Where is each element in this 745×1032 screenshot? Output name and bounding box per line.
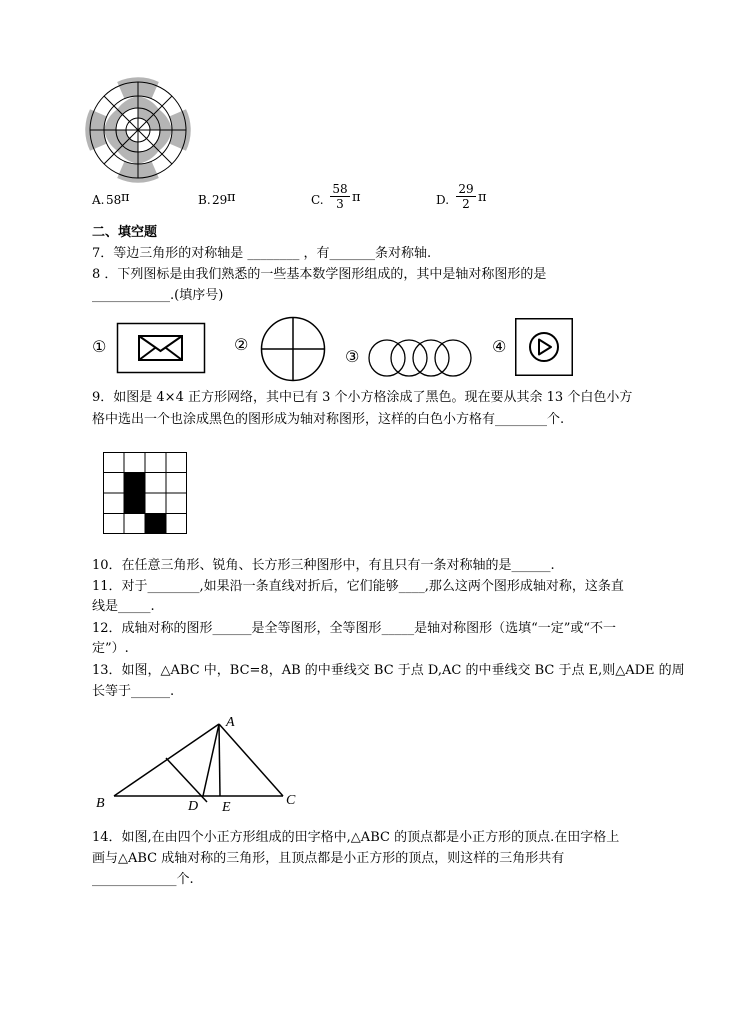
label-b: B xyxy=(96,796,105,811)
q12-text-a: 12．成轴对称的图形 xyxy=(92,621,213,636)
q10-text: 10．在任意三角形、锐角、长方形三种图形中，有且只有一条对称轴的是 xyxy=(92,558,512,573)
label-a: A xyxy=(226,715,235,730)
four-rings-icon xyxy=(368,338,472,378)
q11-text-d: 线是 xyxy=(92,599,119,614)
q12-blank-1: ______ xyxy=(212,621,252,636)
q11-text-e: . xyxy=(150,599,155,614)
q11-text-a: 11．对于 xyxy=(92,579,148,594)
q14-tail: 个. xyxy=(176,872,194,887)
option-c-numerator: 58 xyxy=(330,182,350,197)
label-c: C xyxy=(286,793,296,808)
q13-line-1: 13．如图，△ABC 中，BC=8，AB 的中垂线交 BC 于点 D,AC 的中垂线交 BC 于点 E,则△ADE 的周 xyxy=(92,663,685,678)
q9-text-b: 个. xyxy=(547,412,565,427)
q9-text-a: 格中选出一个也涂成黑色的图形成为轴对称图形，这样的白色小方格有 xyxy=(92,412,496,427)
envelope-icon xyxy=(117,323,205,373)
q13-line-2 xyxy=(92,683,174,700)
option-b-label: B. xyxy=(198,193,211,207)
target-figure-icon xyxy=(88,80,188,180)
q11-blank-2: ____ xyxy=(398,579,425,594)
q13-text-a: 长等于 xyxy=(92,684,132,699)
option-c-fraction xyxy=(330,182,350,211)
q10-tail: . xyxy=(550,558,555,573)
option-d-label: D. xyxy=(436,193,450,207)
q8-label-1: ① xyxy=(92,337,107,356)
question-7 xyxy=(92,245,431,262)
option-b-pi: π xyxy=(227,190,236,205)
grid-4x4-figure xyxy=(103,452,187,534)
option-d-denominator: 2 xyxy=(462,197,470,211)
q7-text-c: 条对称轴. xyxy=(375,246,432,261)
label-e: E xyxy=(222,800,231,815)
option-c-label: C. xyxy=(311,193,324,207)
q8-line-2 xyxy=(92,287,223,304)
q9-line-2 xyxy=(92,411,564,428)
q9-blank: ________ xyxy=(495,412,548,427)
q12-blank-2: _____ xyxy=(381,621,415,636)
q13-text-b: . xyxy=(170,684,175,699)
q14-blank: _____________ xyxy=(92,872,177,887)
option-a-pi: π xyxy=(121,190,130,205)
q14-line-3 xyxy=(92,871,194,888)
q11-blank-3: _____ xyxy=(118,599,151,614)
option-c-pi: π xyxy=(352,190,361,205)
q14-line-2: 画与△ABC 成轴对称的三角形，且顶点都是小正方形的顶点，则这样的三角形共有 xyxy=(92,851,565,866)
label-d: D xyxy=(188,799,199,814)
q7-text-a: 7．等边三角形的对称轴是 xyxy=(92,246,248,261)
option-c-denominator: 3 xyxy=(336,197,344,211)
q8-label-4: ④ xyxy=(492,337,507,356)
option-d-fraction xyxy=(456,182,476,211)
question-10 xyxy=(92,557,555,574)
q8-line-1: 8 ．下列图标是由我们熟悉的一些基本数学图形组成的，其中是轴对称图形的是 xyxy=(92,267,547,282)
q11-line-1 xyxy=(92,578,624,595)
q13-blank: ______ xyxy=(131,684,171,699)
q8-blank: ____________ xyxy=(92,288,170,303)
q11-blank-1: ________ xyxy=(147,579,200,594)
q7-blank-1: ________ xyxy=(247,246,300,261)
q12-text-c: 是轴对称图形（选填“一定”或“不一 xyxy=(414,621,617,636)
q8-label-3: ③ xyxy=(345,347,360,366)
q8-label-2: ② xyxy=(234,335,249,354)
circle-cross-icon xyxy=(260,316,326,382)
q11-line-2 xyxy=(92,598,155,615)
option-d-pi: π xyxy=(478,190,487,205)
q12-line-1 xyxy=(92,620,616,637)
q12-text-b: 是全等图形，全等图形 xyxy=(251,621,382,636)
section-heading: 二、填空题 xyxy=(92,225,158,240)
option-a-value: 58 xyxy=(106,193,122,207)
q12-line-2: 定”）. xyxy=(92,641,129,656)
q14-line-1: 14．如图,在由四个小正方形组成的田字格中,△ABC 的顶点都是小正方形的顶点.在田字格上 xyxy=(92,830,620,845)
option-a-label: A. xyxy=(92,193,105,207)
q8-tail: .(填序号) xyxy=(170,288,224,303)
play-button-icon xyxy=(515,318,573,376)
q7-blank-2: _______ xyxy=(329,246,376,261)
option-b-value: 29 xyxy=(212,193,228,207)
q9-line-1: 9．如图是 4×4 正方形网络，其中已有 3 个小方格涂成了黑色。现在要从其余 13 个白色小方 xyxy=(92,390,633,405)
q10-blank: ______ xyxy=(511,558,551,573)
option-d-numerator: 29 xyxy=(456,182,476,197)
q11-text-b: ,如果沿一条直线对折后，它们能够 xyxy=(199,579,399,594)
q11-text-c: ,那么这两个图形成轴对称，这条直 xyxy=(424,579,624,594)
q7-text-b: ，有 xyxy=(299,246,330,261)
triangle-abc-figure xyxy=(90,712,310,815)
